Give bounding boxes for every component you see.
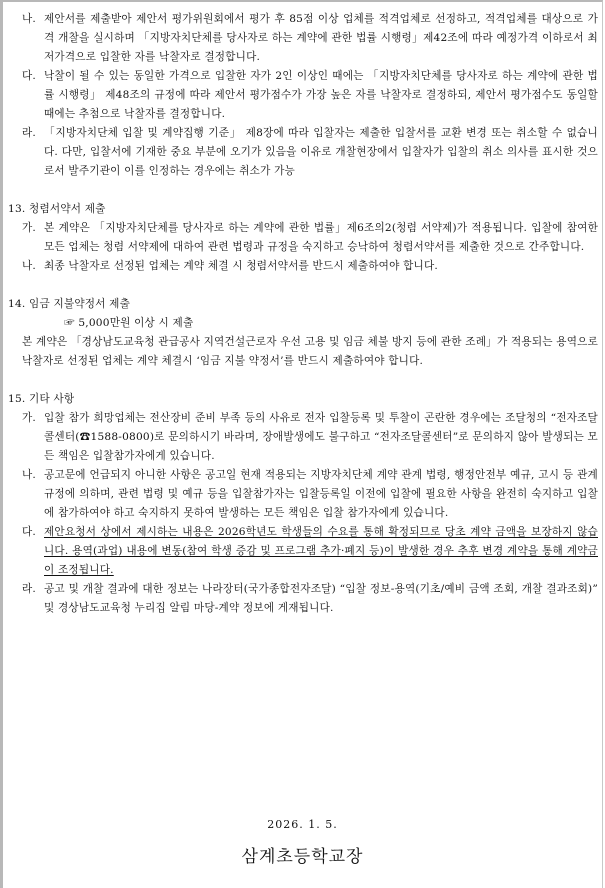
- list-item: [8, 466, 598, 523]
- list-item: [8, 219, 598, 257]
- item-marker: 나.: [22, 13, 37, 25]
- item-text: 공고 및 개찰 결과에 대한 정보는 나라장터(국가종합전자조달) “입찰 정보-용역(기초/예비 금액 조회, 개찰 결과조회)” 및 경상남도교육청 누리집 알림 마당-계약 정보에 게재됩니다.: [44, 583, 598, 614]
- list-item: [8, 523, 598, 580]
- item-text: 입찰 참가 희망업체는 전산장비 준비 부족 등의 사유로 전자 입찰등록 및 투찰이 곤란한 경우에는 조달청의 “전자조달콜센터(☎1588-0800)로 문의하시기 바라며, 장애발생에도 불구하고 “전자조달콜센터”로 문의하지 않아 발생되는 모든 책임은 입찰참가자에게 있습니다.: [44, 412, 598, 462]
- item-marker: 나.: [22, 469, 37, 481]
- item-text: 제안서를 제출받아 제안서 평가위원회에서 평가 후 85점 이상 업체를 적격업체로 선정하고, 적격업체를 대상으로 가격 개찰을 실시하며 「지방자치단체를 당사자로 하는 계약에 관한 법률 시행령」제42조에 따라 예정가격 이하로서 최저가격으로 입찰한 자를 낙찰자로 결정합니다.: [44, 13, 598, 63]
- section-heading: 13. 청렴서약서 제출: [8, 203, 106, 215]
- item-text: 공고문에 언급되지 아니한 사항은 공고일 현재 적용되는 지방자치단체 계약 관계 법령, 행정안전부 예규, 고시 등 관계 규정에 의하며, 관련 법령 및 예규 등을 입찰참가자는 입찰등록일 이전에 입찰에 필요한 사항을 완전히 숙지하고 입찰에 참가하여야 하고 숙지하지 못하여 발생하는 모든 책임은 입찰 참가자에게 있습니다.: [44, 469, 598, 519]
- section-heading: 14. 임금 지불약정서 제출: [8, 298, 131, 310]
- item-marker: 나.: [22, 260, 37, 272]
- item-text: 본 계약은 「지방자치단체를 당사자로 하는 계약에 관한 법률」제6조의2(청렴 서약제)가 적용됩니다. 입찰에 참여한 모든 업체는 청렴 서약제에 대하여 관련 법령과 규정을 숙지하고 승낙하여 청렴서약서를 제출한 것으로 간주합니다.: [44, 222, 598, 253]
- threshold-note: ☞ 5,000만원 이상 시 제출: [64, 317, 194, 329]
- item-text: 낙찰이 될 수 있는 동일한 가격으로 입찰한 자가 2인 이상인 때에는 「지방자치단체를 당사자로 하는 계약에 관한 법률 시행령」 제48조의 규정에 따라 제안서 평가점수가 가장 높은 자를 낙찰자로 결정하되, 제안서 평가점수도 동일할 때에는 추첨으로 낙찰자를 결정합니다.: [44, 70, 598, 120]
- list-item: [8, 10, 598, 67]
- item-marker: 다.: [22, 70, 37, 82]
- list-item: [8, 580, 598, 618]
- section-12-continued: [8, 10, 598, 181]
- section-15: [8, 390, 598, 618]
- signer-name: 삼계초등학교장: [241, 847, 364, 867]
- item-marker: 가.: [22, 222, 37, 234]
- item-marker: 다.: [22, 526, 37, 538]
- announcement-date: 2026. 1. 5.: [267, 818, 338, 831]
- list-item: [8, 124, 598, 181]
- document-body: [8, 10, 598, 618]
- list-item: [8, 257, 598, 276]
- item-marker: 라.: [22, 583, 37, 595]
- section-paragraph: 본 계약은 「경상남도교육청 관급공사 지역건설근로자 우선 고용 및 임금 체불 방지 등에 관한 조례」가 적용되는 용역으로 낙찰자로 선정된 업체는 계약 체결시 ‘임금 지불 약정서’를 반드시 제출하여야 합니다.: [22, 336, 598, 367]
- item-marker: 라.: [22, 127, 37, 139]
- list-item: [8, 67, 598, 124]
- item-text-underlined: 제안요청서 상에서 제시하는 내용은 2026학년도 학생들의 수요를 통해 확정되므로 당초 계약 금액을 보장하지 않습니다. 용역(과업) 내용에 변동(참여 학생 증감 및 프로그램 추가·폐지 등)이 발생한 경우 추후 변경 계약을 통해 계약금이 조정됩니다.: [44, 526, 598, 576]
- section-heading: 15. 기타 사항: [8, 393, 75, 405]
- item-marker: 가.: [22, 412, 37, 424]
- item-text: 「지방자치단체 입찰 및 계약집행 기준」 제8장에 따라 입찰자는 제출한 입찰서를 교환 변경 또는 취소할 수 없습니다. 다만, 입찰서에 기재한 중요 부분에 오기가 있음을 이유로 개찰현장에서 입찰자가 입찰의 취소 의사를 표시한 것으로서 발주기관이 이를 인정하는 경우에는 취소가 가능: [44, 127, 598, 177]
- list-item: [8, 409, 598, 466]
- section-13: [8, 200, 598, 276]
- section-14: [8, 295, 598, 371]
- item-text: 최종 낙찰자로 선정된 업체는 계약 체결 시 청렴서약서를 반드시 제출하여야 합니다.: [44, 260, 438, 272]
